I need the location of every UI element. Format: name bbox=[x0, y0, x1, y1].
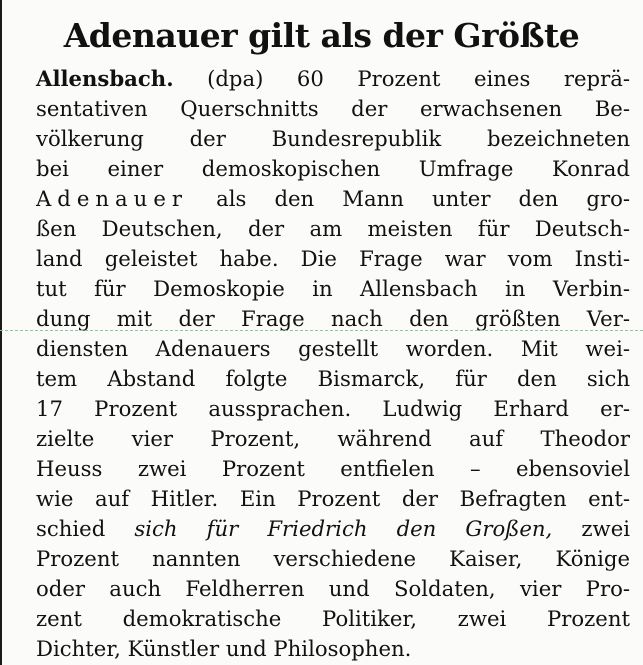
article-line-text: sentativen Querschnitts der erwachsenen Be- bbox=[36, 96, 630, 121]
article-line: zielte vier Prozent, während auf Theodor bbox=[36, 426, 630, 451]
article-line-text: schied bbox=[36, 516, 135, 541]
article-line: oder auch Feldherren und Soldaten, vier Pro- bbox=[36, 576, 630, 601]
article-body bbox=[36, 64, 630, 664]
clipping-edge bbox=[0, 0, 2, 665]
article-line: ßen Deutschen, der am meisten für Deutsch- bbox=[36, 216, 630, 241]
article-line bbox=[36, 64, 630, 94]
article-line: tut für Demoskopie in Allensbach in Verbin- bbox=[36, 276, 630, 301]
article-line bbox=[36, 94, 630, 124]
article-line: Heuss zwei Prozent entfielen – ebensoviel bbox=[36, 456, 630, 481]
article-line: Prozent nannten verschiedene Kaiser, Könige bbox=[36, 546, 630, 571]
article-line: land geleistet habe. Die Frage war vom Insti- bbox=[36, 246, 630, 271]
dateline: Allensbach. bbox=[36, 66, 174, 91]
headline: Adenauer gilt als der Größte bbox=[63, 16, 580, 55]
article-line-text: als den Mann unter den gro- bbox=[216, 186, 630, 211]
article-line bbox=[36, 184, 630, 214]
fold-mark bbox=[0, 330, 643, 331]
article-line: bei einer demoskopischen Umfrage Konrad bbox=[36, 156, 630, 181]
article-line: diensten Adenauers gestellt worden. Mit wei- bbox=[36, 336, 630, 361]
spaced-name: Adenauer bbox=[36, 186, 188, 211]
italic-phrase: sich für Friedrich den Großen, bbox=[134, 516, 553, 541]
article-line-text: zwei bbox=[552, 516, 631, 541]
article-line: tem Abstand folgte Bismarck, für den sich bbox=[36, 366, 630, 391]
article-line: Dichter, Künstler und Philosophen. bbox=[36, 636, 412, 661]
article-line bbox=[36, 514, 630, 544]
article-line: 17 Prozent aussprachen. Ludwig Erhard er- bbox=[36, 396, 630, 421]
article-line: wie auf Hitler. Ein Prozent der Befragten ent- bbox=[36, 486, 630, 511]
article-line: zent demokratische Politiker, zwei Prozent bbox=[36, 606, 630, 631]
article-line: dung mit der Frage nach den größten Ver- bbox=[36, 306, 630, 331]
article-line: völkerung der Bundesrepublik bezeichneten bbox=[36, 126, 630, 151]
article-line-text: (dpa) 60 Prozent eines reprä- bbox=[173, 66, 630, 91]
